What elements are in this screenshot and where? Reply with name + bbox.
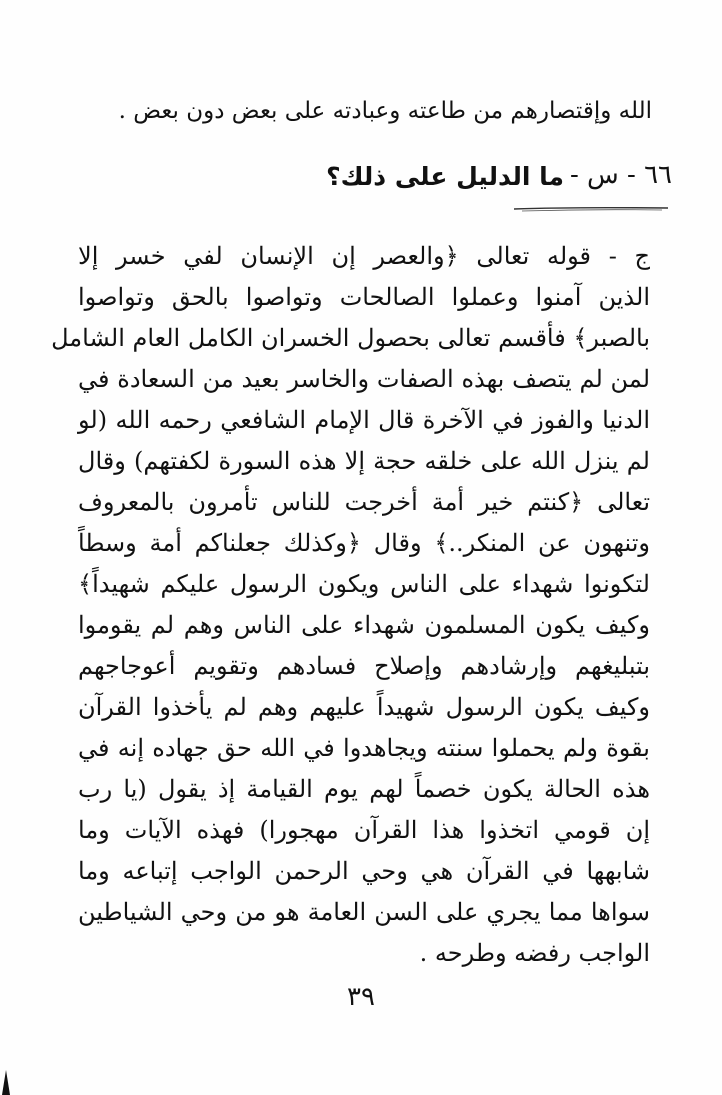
body-line: وكيف يكون المسلمون شهداء على الناس وهم لم يقوموا xyxy=(78,611,650,639)
question-text: ما الدليل على ذلك؟ xyxy=(326,162,564,191)
body-line: الذين آمنوا وعملوا الصالحات وتواصوا بالحق وتواصوا xyxy=(78,283,650,311)
page-number: ٣٩ xyxy=(347,982,375,1012)
body-line: إن قومي اتخذوا هذا القرآن مهجورا) فهذه الآيات وما xyxy=(78,816,650,844)
body-line: وتنهون عن المنكر..﴾ وقال ﴿وكذلك جعلناكم أمة وسطاً xyxy=(78,529,650,557)
question-underline xyxy=(512,206,670,212)
body-line: بتبليغهم وإرشادهم وإصلاح فسادهم وتقويم أعوجاجهم xyxy=(78,652,650,680)
body-line: ج - قوله تعالى ﴿والعصر إن الإنسان لفي خسر إلا xyxy=(78,242,650,270)
body-line: هذه الحالة يكون خصماً لهم يوم القيامة إذ يقول (يا رب xyxy=(78,775,650,803)
intro-line: الله وإقتصارهم من طاعته وعبادته على بعض دون بعض . xyxy=(118,98,652,124)
body-line: تعالى ﴿كنتم خير أمة أخرجت للناس تأمرون بالمعروف xyxy=(78,488,650,516)
body-line: وكيف يكون الرسول شهيداً عليهم وهم لم يأخذوا القرآن xyxy=(78,693,650,721)
question-number: ٦٦ - س - xyxy=(569,160,672,190)
body-line: لم ينزل الله على خلقه حجة إلا هذه السورة لكفتهم) وقال xyxy=(78,447,650,475)
body-line: بقوة ولم يحملوا سنته ويجاهدوا في الله حق جهاده إنه في xyxy=(78,734,650,762)
question-heading xyxy=(152,158,672,216)
body-line: شابهها في القرآن هي وحي الرحمن الواجب إتباعه وما xyxy=(78,857,650,885)
body-line: بالصبر﴾ فأقسم تعالى بحصول الخسران الكامل العام الشامل xyxy=(51,324,650,352)
body-line: الواجب رفضه وطرحه . xyxy=(419,939,650,967)
body-line: لمن لم يتصف بهذه الصفات والخاسر بعيد من السعادة في xyxy=(78,365,651,393)
body-line: الدنيا والفوز في الآخرة قال الإمام الشافعي رحمه الله (لو xyxy=(78,406,650,434)
scan-edge-mark xyxy=(0,1068,12,1095)
body-line: سواها مما يجري على السن العامة هو من وحي الشياطين xyxy=(78,898,650,926)
body-line: لتكونوا شهداء على الناس ويكون الرسول عليكم شهيداً﴾ xyxy=(78,570,650,598)
